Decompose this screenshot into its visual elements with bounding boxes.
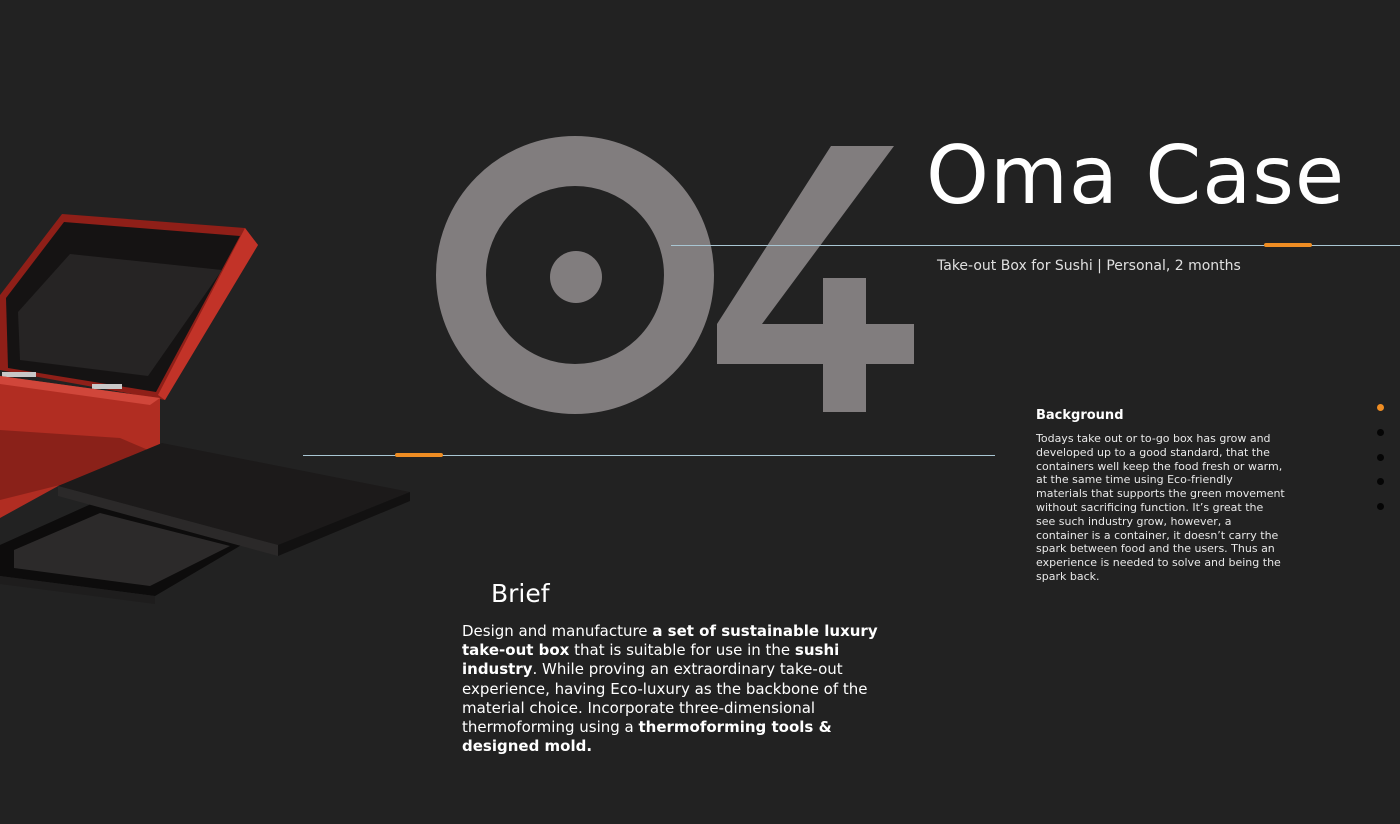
background-text: Todays take out or to-go box has grow and developed up to a good standard, that the containers well keep the food fresh or warm, at the same time using Eco-friendly materials that supports the green movement without sacrificing function. It’s great the see such industry grow, however, a container is a container, it doesn’t carry the spark between food and the users. Thus an experience is needed to solve and being the spark back.: [1036, 432, 1285, 583]
project-subtitle: Take-out Box for Sushi | Personal, 2 months: [937, 258, 1241, 274]
brief-text-highlight: a set of sustainable luxury take-out box: [462, 622, 878, 660]
nav-dot-icon[interactable]: [1377, 429, 1384, 436]
brief-text: [462, 622, 902, 756]
brief-text-highlight: thermoforming tools & designed mold.: [462, 718, 832, 756]
brief-text-highlight: sushi industry: [462, 641, 840, 679]
project-title: Oma Case: [926, 129, 1346, 222]
nav-dot-icon[interactable]: [1377, 503, 1384, 510]
nav-dot-icon[interactable]: [1377, 404, 1384, 411]
nav-dot-icon[interactable]: [1377, 478, 1384, 485]
brief-heading: Brief: [491, 579, 550, 608]
brief-text-segment: Design and manufacture: [462, 622, 653, 640]
section-divider-accent: [395, 453, 443, 457]
product-illustration: [0, 200, 420, 620]
numeral-zero-dot: [550, 251, 602, 303]
background-heading: Background: [1036, 408, 1124, 423]
brief-text-segment: that is suitable for use in the: [569, 641, 795, 660]
nav-dot-icon[interactable]: [1377, 454, 1384, 461]
title-divider-accent: [1264, 243, 1312, 247]
project-number: [430, 130, 930, 430]
numeral-four: [717, 146, 914, 412]
hinge-right: [92, 384, 122, 389]
brief-text-segment: . While proving an extraordinary take-out experience, having Eco-luxury as the backbone of the material choice. Incorporate three-dimensional thermoforming using a: [462, 660, 868, 737]
hinge-left: [2, 372, 36, 377]
